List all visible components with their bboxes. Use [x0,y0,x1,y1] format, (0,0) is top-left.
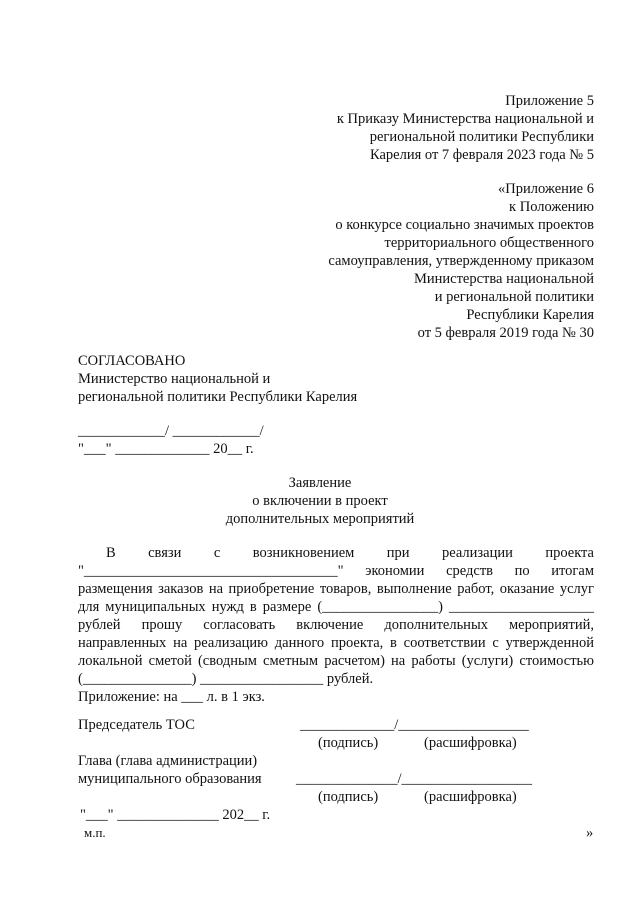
regulation-header-line: Министерства национальной [413,271,594,287]
chairman-label: Председатель ТОС [78,717,195,733]
statement-title-line: о включении в проект [252,493,388,509]
appendix-header-line: Карелия от 7 февраля 2023 года № 5 [370,147,594,163]
attachment-line: Приложение: на ___ л. в 1 экз. [78,689,265,705]
body-line: локальной сметой (сводным сметным расчетом) на работы (услуги) стоимостью [78,653,594,669]
body-line: направленных на реализацию данного проекта, в соответствии с утвержденной [78,635,594,651]
approval-date-line: "___" _____________ 20__ г. [78,441,254,457]
body-line: для муниципальных нужд в размере (________________) ____________________ [78,599,594,615]
head-label-line: Глава (глава администрации) [78,753,258,769]
decode-caption: (расшифровка) [424,735,517,751]
body-line: "___________________________________" экономии средств по итогам [78,563,594,579]
statement-title-line: Заявление [288,475,352,491]
approval-title: СОГЛАСОВАНО [78,353,186,369]
regulation-header-line: территориального общественного [384,235,594,251]
appendix-header-line: к Приказу Министерства национальной и [336,111,594,127]
regulation-header-line: от 5 февраля 2019 года № 30 [417,325,594,341]
chairman-signature-line: _____________/__________________ [300,717,529,733]
appendix-header-line: Приложение 5 [505,93,594,109]
decode-caption: (расшифровка) [424,789,517,805]
signature-caption: (подпись) [318,735,379,751]
body-line: рублей прошу согласовать включение дополнительных мероприятий, [78,617,594,633]
head-label-line: муниципального образования [78,771,262,787]
approval-org-line: региональной политики Республики Карелия [78,389,358,405]
signature-caption: (подпись) [318,789,379,805]
signature-date-line: "___" ______________ 202__ г. [80,807,271,823]
statement-title-line: дополнительных мероприятий [225,511,415,527]
approval-org-line: Министерство национальной и [78,371,271,387]
approval-signature-line: ____________/ ____________/ [78,423,264,439]
regulation-header-line: Республики Карелия [466,307,594,323]
body-line: размещения заказов на приобретение товаров, выполнение работ, оказание услуг [78,581,594,597]
regulation-header-line: о конкурсе социально значимых проектов [335,217,594,233]
body-line: (_______________) _________________ рублей. [78,671,374,687]
closing-quote: » [586,825,594,841]
regulation-header-line: и региональной политики [434,289,594,305]
appendix-header-line: региональной политики Республики [369,129,594,145]
regulation-header-line: «Приложение 6 [498,181,594,197]
body-line: В связи с возникновением при реализации проекта [106,545,594,561]
head-signature-line: ______________/__________________ [296,771,533,787]
stamp-label: м.п. [84,825,106,840]
regulation-header-line: самоуправления, утвержденному приказом [328,253,594,269]
regulation-header-line: к Положению [509,199,594,215]
